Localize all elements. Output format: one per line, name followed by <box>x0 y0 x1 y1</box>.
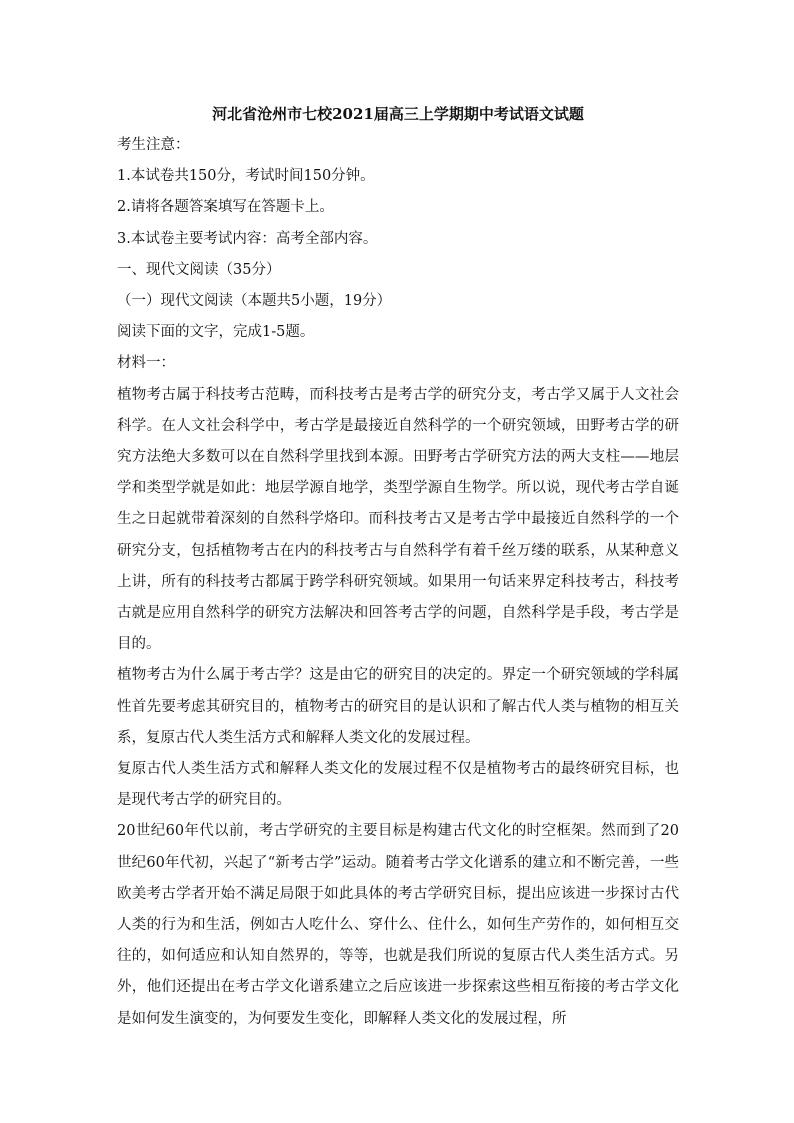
reading-instruction: 阅读下面的文字，完成1-5题。 <box>117 324 315 341</box>
document-page <box>117 100 679 1035</box>
paragraph-1: 植物考古属于科技考古范畴，而科技考古是考古学的研究分支，考古学又属于人文社会科学。在人文社会科学中，考古学是最接近自然科学的一个研究领域，田野考古学的研究方法绝大多数可以在自然科学里找到本源。田野考古学研究方法的两大支柱——地层学和类型学就是如此：地层学源自地学，类型学源自生物学。所以说，现代考古学自诞生之日起就带着深刻的自然科学烙印。而科技考古又是考古学中最接近自然科学的一个研究分支，包括植物考古在内的科技考古与自然科学有着千丝万缕的联系，从某种意义上讲，所有的科技考古都属于跨学科研究领域。如果用一句话来界定科技考古，科技考古就是应用自然科学的研究方法解决和回答考古学的问题，自然科学是手段，考古学是目的。 <box>117 386 679 653</box>
paragraph-2: 植物考古为什么属于考古学？这是由它的研究目的决定的。界定一个研究领域的学科属性首先要考虑其研究目的，植物考古的研究目的是认识和了解古代人类与植物的相互关系，复原古代人类生活方式和解释人类文化的发展过程。 <box>117 667 679 746</box>
paragraph-3: 复原古代人类生活方式和解释人类文化的发展过程不仅是植物考古的最终研究目标，也是现代考古学的研究目的。 <box>117 760 679 809</box>
paragraph-4: 20世纪60年代以前，考古学研究的主要目标是构建古代文化的时空框架。然而到了20世纪60年代初，兴起了“新考古学”运动。随着考古学文化谱系的建立和不断完善，一些欧美考古学者开始不满足局限于如此具体的考古学研究目标，提出应该进一步探讨古代人类的行为和生活，例如古人吃什么、穿什么、住什么，如何生产劳作的，如何相互交往的，如何适应和认知自然界的，等等，也就是我们所说的复原古代人类生活方式。另外，他们还提出在考古学文化谱系建立之后应该进一步探索这些相互衔接的考古学文化是如何发生演变的，为何要发生变化，即解释人类文化的发展过程，所 <box>117 823 679 1027</box>
document-title: 河北省沧州市七校2021届高三上学期期中考试语文试题 <box>212 105 584 123</box>
section-heading: 一、现代文阅读（35分） <box>117 261 281 278</box>
notice-item-1: 1.本试卷共150分，考试时间150分钟。 <box>117 168 375 185</box>
material-label: 材料一： <box>117 355 175 372</box>
subsection-heading: （一）现代文阅读（本题共5小题，19分） <box>117 292 392 309</box>
notice-item-2: 2.请将各题答案填写在答题卡上。 <box>117 199 334 216</box>
notice-heading: 考生注意： <box>117 137 190 153</box>
notice-item-3: 3.本试卷主要考试内容：高考全部内容。 <box>117 230 378 247</box>
